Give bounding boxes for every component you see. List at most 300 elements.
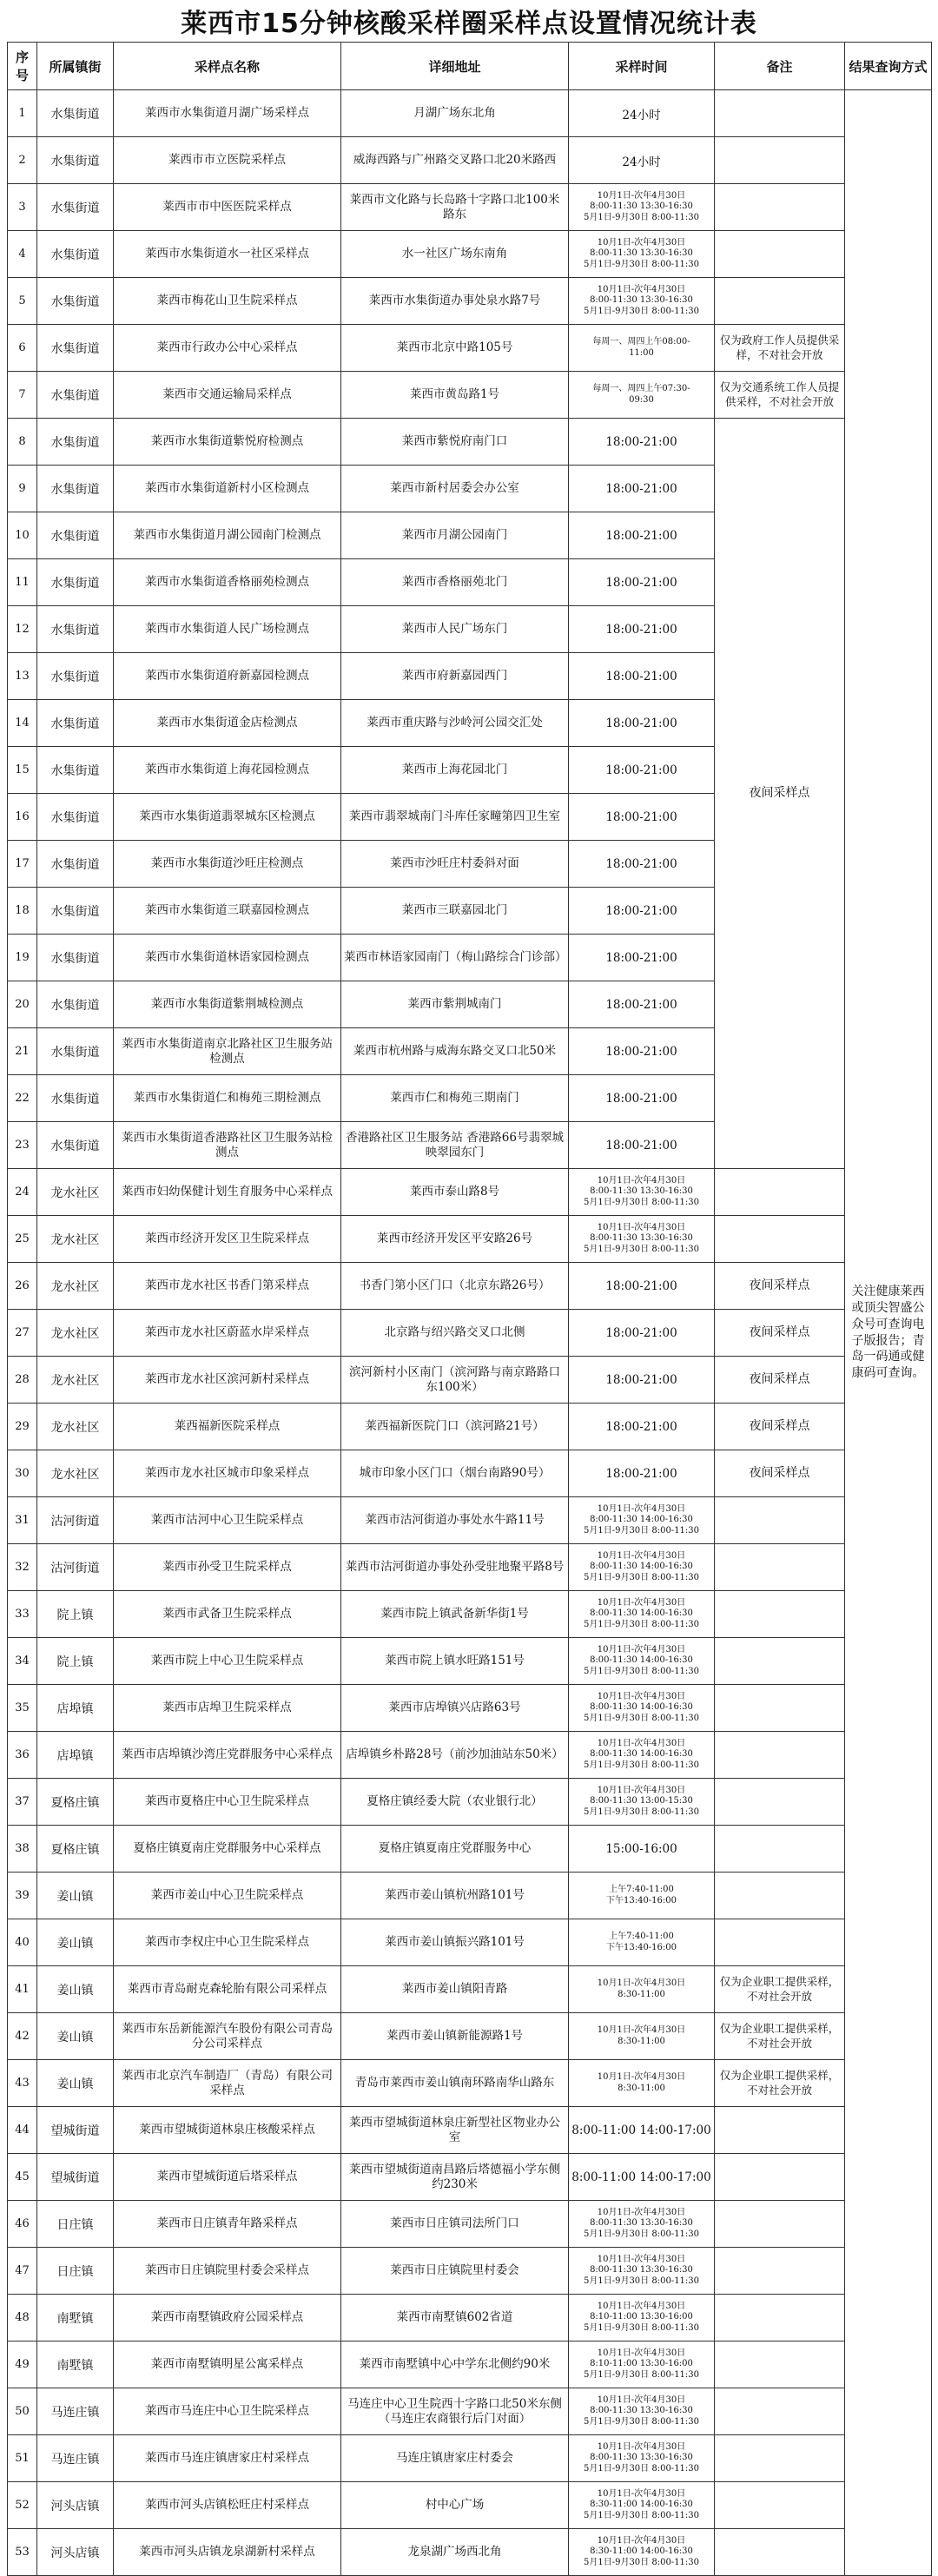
row-note [715,1216,845,1263]
row-street: 马连庄镇 [37,2388,114,2435]
row-site-name: 莱西市河头店镇松旺庄村采样点 [114,2482,341,2529]
row-sampling-time [569,2248,715,2295]
row-street: 龙水社区 [37,1169,114,1216]
time-line: 8:10-11:00 13:30-16:00 [590,2359,693,2369]
row-note: 仅为企业职工提供采样，不对社会开放 [715,2060,845,2107]
row-sampling-time [569,184,715,231]
row-index: 48 [8,2295,37,2342]
time-line: 18:00-21:00 [605,622,677,637]
time-line: 18:00-21:00 [605,1325,677,1340]
header-result: 结果查询方式 [845,43,932,90]
row-sampling-time [569,606,715,653]
row-note [715,137,845,184]
table-row [8,1404,932,1450]
row-sampling-time [569,653,715,700]
row-site-name: 莱西市武备卫生院采样点 [114,1591,341,1638]
row-address: 莱西市文化路与长岛路十字路口北100米路东 [341,184,569,231]
time-line: 10月1日-次年4月30日 [597,2301,686,2311]
row-address: 莱西市北京中路105号 [341,325,569,372]
row-index: 45 [8,2154,37,2201]
row-site-name: 莱西市水集街道紫悦府检测点 [114,419,341,466]
row-address: 莱西市泰山路8号 [341,1169,569,1216]
row-index: 2 [8,137,37,184]
row-index: 19 [8,935,37,981]
time-line: 18:00-21:00 [605,1466,677,1481]
row-note [715,1685,845,1732]
row-sampling-time [569,700,715,747]
time-line: 上午7:40-11:00 [609,1932,674,1941]
row-address: 城市印象小区门口（烟台南路90号） [341,1450,569,1497]
time-line: 8:00-11:30 13:30-16:30 [590,2406,693,2416]
row-sampling-time [569,419,715,466]
row-site-name: 莱西市市立医院采样点 [114,137,341,184]
row-site-name: 莱西市水集街道金店检测点 [114,700,341,747]
time-line: 10月1日-次年4月30日 [597,2348,686,2358]
row-note [715,2435,845,2482]
row-site-name: 莱西市水集街道上海花园检测点 [114,747,341,794]
row-address: 莱西市经济开发区平安路26号 [341,1216,569,1263]
time-line: 8:00-11:00 14:00-17:00 [571,2170,711,2184]
row-sampling-time [569,1216,715,1263]
time-line: 5月1日-9月30日 8:00-11:30 [583,1244,700,1254]
row-site-name: 莱西市龙水社区滨河新村采样点 [114,1357,341,1404]
time-line: 10月1日-次年4月30日 [597,2535,686,2546]
row-index: 47 [8,2248,37,2295]
row-sampling-time [569,372,715,419]
time-line: 8:00-11:30 14:00-16:30 [590,1749,693,1760]
row-sampling-time [569,2435,715,2482]
header-street: 所属镇街 [37,43,114,90]
row-site-name: 莱西市交通运输局采样点 [114,372,341,419]
time-line: 10月1日-次年4月30日 [597,284,686,294]
time-line: 09:30 [629,394,654,405]
row-site-name: 莱西市孙受卫生院采样点 [114,1544,341,1591]
result-query-method: 关注健康莱西或顶尖智盛公众号可查询电子版报告；青岛一码通或健康码可查询。 [845,90,932,2576]
time-line: 18:00-21:00 [605,575,677,590]
row-site-name: 莱西福新医院采样点 [114,1404,341,1450]
row-site-name: 莱西市水集街道新村小区检测点 [114,466,341,512]
row-index: 10 [8,512,37,559]
time-line: 5月1日-9月30日 8:00-11:30 [583,212,700,222]
time-line: 8:00-11:30 14:00-16:30 [590,1655,693,1666]
row-site-name: 莱西市南墅镇政府公园采样点 [114,2295,341,2342]
row-note [715,2201,845,2248]
time-line: 5月1日-9月30日 8:00-11:30 [583,2557,700,2567]
time-line: 下午13:40-16:00 [605,1895,677,1906]
row-address: 莱西市姜山镇杭州路101号 [341,1873,569,1919]
row-site-name: 莱西市市中医医院采样点 [114,184,341,231]
row-sampling-time [569,278,715,325]
time-line: 18:00-21:00 [605,1372,677,1387]
time-line: 8:10-11:00 13:30-16:00 [590,2312,693,2322]
table-row [8,1826,932,1873]
row-street: 姜山镇 [37,1919,114,1966]
time-line: 10月1日-次年4月30日 [597,190,686,201]
row-sampling-time [569,1638,715,1685]
row-street: 日庄镇 [37,2201,114,2248]
time-line: 18:00-21:00 [605,763,677,777]
row-index: 8 [8,419,37,466]
row-note [715,2342,845,2388]
time-line: 18:00-21:00 [605,950,677,965]
time-line: 10月1日-次年4月30日 [597,2207,686,2217]
row-site-name: 莱西市李权庄中心卫生院采样点 [114,1919,341,1966]
time-line: 10月1日-次年4月30日 [597,1175,686,1186]
row-sampling-time [569,2013,715,2060]
time-line: 8:00-11:30 13:00-15:30 [590,1796,693,1807]
row-index: 23 [8,1122,37,1169]
row-index: 6 [8,325,37,372]
header-name: 采样点名称 [114,43,341,90]
time-line: 8:00-11:30 14:00-16:30 [590,1562,693,1572]
row-index: 4 [8,231,37,278]
row-site-name: 莱西市水集街道府新嘉园检测点 [114,653,341,700]
time-line: 18:00-21:00 [605,1044,677,1059]
row-note: 仅为交通系统工作人员提供采样，不对社会开放 [715,372,845,419]
row-street: 河头店镇 [37,2529,114,2576]
row-street: 水集街道 [37,325,114,372]
row-street: 水集街道 [37,466,114,512]
time-line: 10月1日-次年4月30日 [597,2394,686,2405]
table-row [8,2013,932,2060]
row-note [715,1873,845,1919]
row-note [715,2482,845,2529]
row-sampling-time [569,2529,715,2576]
row-address: 青岛市莱西市姜山镇南环路南华山路东 [341,2060,569,2107]
row-index: 16 [8,794,37,841]
time-line: 18:00-21:00 [605,1419,677,1434]
row-index: 9 [8,466,37,512]
time-line: 8:30-11:00 [618,1989,665,1999]
merged-note: 夜间采样点 [715,419,845,1169]
table-row [8,231,932,278]
time-line: 8:00-11:30 14:00-16:30 [590,1515,693,1525]
row-street: 院上镇 [37,1638,114,1685]
time-line: 5月1日-9月30日 8:00-11:30 [583,1197,700,1207]
row-site-name: 莱西市经济开发区卫生院采样点 [114,1216,341,1263]
row-sampling-time [569,1779,715,1826]
table-row [8,2107,932,2154]
row-site-name: 莱西市望城街道后塔采样点 [114,2154,341,2201]
row-address: 马连庄中心卫生院西十字路口北50米东侧（马连庄农商银行后门对面） [341,2388,569,2435]
row-address: 莱西市三联嘉园北门 [341,888,569,935]
table-row [8,2248,932,2295]
time-line: 每周一、周四上午07:30- [592,384,690,393]
row-note [715,1919,845,1966]
row-street: 水集街道 [37,1122,114,1169]
time-line: 10月1日-次年4月30日 [597,1597,686,1608]
row-index: 35 [8,1685,37,1732]
row-sampling-time [569,466,715,512]
table-body [8,90,932,2576]
row-index: 31 [8,1497,37,1544]
table-row [8,2295,932,2342]
row-street: 水集街道 [37,90,114,137]
row-sampling-time [569,1263,715,1310]
row-address: 莱西市林语家园南门（梅山路综合门诊部） [341,935,569,981]
time-line: 5月1日-9月30日 8:00-11:30 [583,1572,700,1582]
time-line: 18:00-21:00 [605,903,677,918]
table-row [8,1544,932,1591]
time-line: 5月1日-9月30日 8:00-11:30 [583,259,700,269]
time-line: 18:00-21:00 [605,434,677,449]
row-street: 南墅镇 [37,2295,114,2342]
row-site-name: 莱西市夏格庄中心卫生院采样点 [114,1779,341,1826]
row-sampling-time [569,2154,715,2201]
table-row [8,2388,932,2435]
time-line: 18:00-21:00 [605,1138,677,1153]
header-time: 采样时间 [569,43,715,90]
row-address: 莱西市望城街道南昌路后塔德福小学东侧约230米 [341,2154,569,2201]
row-index: 44 [8,2107,37,2154]
row-sampling-time [569,1028,715,1075]
row-index: 27 [8,1310,37,1357]
row-index: 51 [8,2435,37,2482]
table-row [8,1966,932,2013]
time-line: 5月1日-9月30日 8:00-11:30 [583,2510,700,2520]
row-street: 水集街道 [37,935,114,981]
time-line: 每周一、周四上午08:00- [592,337,690,347]
row-site-name: 莱西市南墅镇明星公寓采样点 [114,2342,341,2388]
row-sampling-time [569,1919,715,1966]
time-line: 10月1日-次年4月30日 [597,2488,686,2499]
row-address: 夏格庄镇夏南庄党群服务中心 [341,1826,569,1873]
row-address: 莱西市沽河街道办事处水牛路11号 [341,1497,569,1544]
row-index: 41 [8,1966,37,2013]
row-address: 莱西市紫荆城南门 [341,981,569,1028]
row-index: 7 [8,372,37,419]
row-index: 17 [8,841,37,888]
row-site-name: 莱西市水集街道香格丽苑检测点 [114,559,341,606]
row-index: 13 [8,653,37,700]
row-note: 仅为企业职工提供采样，不对社会开放 [715,1966,845,2013]
row-note [715,2529,845,2576]
row-address: 莱西市店埠镇兴店路63号 [341,1685,569,1732]
row-address: 月湖广场东北角 [341,90,569,137]
row-site-name: 莱西市日庄镇院里村委会采样点 [114,2248,341,2295]
header-index: 序号 [8,43,37,90]
row-index: 11 [8,559,37,606]
table-row [8,2154,932,2201]
row-street: 龙水社区 [37,1450,114,1497]
time-line: 5月1日-9月30日 8:00-11:30 [583,2416,700,2427]
row-sampling-time [569,1310,715,1357]
time-line: 10月1日-次年4月30日 [597,2254,686,2264]
row-address: 莱西市姜山镇阳青路 [341,1966,569,2013]
row-address: 莱西福新医院门口（滨河路21号） [341,1404,569,1450]
row-address: 莱西市新村居委会办公室 [341,466,569,512]
row-note [715,1591,845,1638]
row-address: 莱西市日庄镇院里村委会 [341,2248,569,2295]
row-address: 莱西市沽河街道办事处孙受驻地聚平路8号 [341,1544,569,1591]
time-line: 8:00-11:30 13:30-16:30 [590,201,693,212]
row-index: 22 [8,1075,37,1122]
row-site-name: 莱西市河头店镇龙泉湖新村采样点 [114,2529,341,2576]
row-index: 37 [8,1779,37,1826]
row-sampling-time [569,747,715,794]
row-street: 水集街道 [37,700,114,747]
row-street: 水集街道 [37,372,114,419]
table-row [8,1591,932,1638]
row-sampling-time [569,1826,715,1873]
time-line: 8:00-11:30 14:00-16:30 [590,1608,693,1619]
row-note [715,2388,845,2435]
time-line: 8:30-11:00 [618,2083,665,2093]
time-line: 10月1日-次年4月30日 [597,2441,686,2452]
row-note [715,1779,845,1826]
row-site-name: 莱西市水集街道林语家园检测点 [114,935,341,981]
row-street: 水集街道 [37,606,114,653]
time-line: 10月1日-次年4月30日 [597,1785,686,1795]
time-line: 11:00 [629,347,654,358]
time-line: 5月1日-9月30日 8:00-11:30 [583,2275,700,2286]
row-index: 29 [8,1404,37,1450]
table-row [8,1497,932,1544]
row-index: 34 [8,1638,37,1685]
row-sampling-time [569,1357,715,1404]
table-row [8,1873,932,1919]
row-sampling-time [569,981,715,1028]
row-sampling-time [569,1450,715,1497]
row-index: 36 [8,1732,37,1779]
row-address: 莱西市院上镇水旺路151号 [341,1638,569,1685]
time-line: 5月1日-9月30日 8:00-11:30 [583,2322,700,2333]
row-site-name: 莱西市水集街道紫荆城检测点 [114,981,341,1028]
time-line: 10月1日-次年4月30日 [597,1738,686,1748]
row-index: 14 [8,700,37,747]
table-row [8,2435,932,2482]
row-index: 38 [8,1826,37,1873]
row-index: 53 [8,2529,37,2576]
row-sampling-time [569,1732,715,1779]
time-line: 18:00-21:00 [605,809,677,824]
row-note [715,1544,845,1591]
row-index: 21 [8,1028,37,1075]
row-index: 5 [8,278,37,325]
row-street: 望城街道 [37,2107,114,2154]
row-sampling-time [569,1169,715,1216]
time-line: 18:00-21:00 [605,1278,677,1293]
row-street: 沽河街道 [37,1544,114,1591]
row-site-name: 莱西市北京汽车制造厂（青岛）有限公司采样点 [114,2060,341,2107]
row-index: 52 [8,2482,37,2529]
row-note [715,1732,845,1779]
row-site-name: 莱西市水集街道沙旺庄检测点 [114,841,341,888]
sampling-points-table [7,42,932,2576]
row-address: 莱西市府新嘉园西门 [341,653,569,700]
row-street: 南墅镇 [37,2342,114,2388]
row-site-name: 莱西市日庄镇青年路采样点 [114,2201,341,2248]
time-line: 18:00-21:00 [605,669,677,684]
row-address: 北京路与绍兴路交叉口北侧 [341,1310,569,1357]
time-line: 5月1日-9月30日 8:00-11:30 [583,1713,700,1723]
row-index: 46 [8,2201,37,2248]
row-note [715,1169,845,1216]
row-index: 12 [8,606,37,653]
row-site-name: 莱西市梅花山卫生院采样点 [114,278,341,325]
time-line: 8:00-11:30 13:30-16:30 [590,2453,693,2463]
header-note: 备注 [715,43,845,90]
row-street: 龙水社区 [37,1404,114,1450]
row-sampling-time [569,137,715,184]
table-row [8,2342,932,2388]
table-row [8,419,932,466]
row-street: 水集街道 [37,419,114,466]
table-header-row [8,43,932,90]
time-line: 5月1日-9月30日 8:00-11:30 [583,1525,700,1536]
row-note: 夜间采样点 [715,1450,845,1497]
time-line: 18:00-21:00 [605,997,677,1012]
row-street: 水集街道 [37,184,114,231]
time-line: 24小时 [622,155,661,169]
row-sampling-time [569,2295,715,2342]
row-street: 水集街道 [37,1075,114,1122]
row-street: 沽河街道 [37,1497,114,1544]
row-street: 水集街道 [37,512,114,559]
row-sampling-time [569,559,715,606]
time-line: 8:00-11:30 14:00-16:30 [590,1702,693,1713]
row-sampling-time [569,231,715,278]
row-sampling-time [569,1966,715,2013]
row-address: 莱西市上海花园北门 [341,747,569,794]
time-line: 8:00-11:00 14:00-17:00 [571,2123,711,2137]
table-row [8,1779,932,1826]
row-street: 店埠镇 [37,1685,114,1732]
row-address: 莱西市南墅镇中心中学东北侧约90米 [341,2342,569,2388]
table-row [8,278,932,325]
row-address: 香港路社区卫生服务站 香港路66号翡翠城映翠园东门 [341,1122,569,1169]
row-address: 莱西市翡翠城南门斗库任家疃第四卫生室 [341,794,569,841]
table-row [8,90,932,137]
row-site-name: 莱西市水集街道三联嘉园检测点 [114,888,341,935]
row-address: 莱西市水集街道办事处泉水路7号 [341,278,569,325]
time-line: 10月1日-次年4月30日 [597,1550,686,1561]
row-index: 33 [8,1591,37,1638]
row-note: 仅为政府工作人员提供采样，不对社会开放 [715,325,845,372]
row-street: 夏格庄镇 [37,1779,114,1826]
row-address: 村中心广场 [341,2482,569,2529]
time-line: 8:30-11:00 14:00-16:30 [590,2546,693,2557]
row-site-name: 莱西市水集街道翡翠城东区检测点 [114,794,341,841]
row-sampling-time [569,1544,715,1591]
row-street: 店埠镇 [37,1732,114,1779]
time-line: 10月1日-次年4月30日 [597,1503,686,1514]
time-line: 10月1日-次年4月30日 [597,1978,686,1988]
time-line: 8:00-11:30 13:30-16:30 [590,1186,693,1197]
row-street: 水集街道 [37,559,114,606]
row-note [715,1638,845,1685]
table-row [8,1263,932,1310]
row-street: 河头店镇 [37,2482,114,2529]
row-site-name: 莱西市水集街道香港路社区卫生服务站检测点 [114,1122,341,1169]
row-note: 夜间采样点 [715,1310,845,1357]
row-site-name: 莱西市龙水社区城市印象采样点 [114,1450,341,1497]
row-site-name: 莱西市水集街道人民广场检测点 [114,606,341,653]
row-sampling-time [569,841,715,888]
row-note [715,1497,845,1544]
row-address: 莱西市人民广场东门 [341,606,569,653]
row-site-name: 莱西市龙水社区书香门第采样点 [114,1263,341,1310]
table-row [8,2060,932,2107]
time-line: 10月1日-次年4月30日 [597,237,686,248]
row-site-name: 莱西市马连庄中心卫生院采样点 [114,2388,341,2435]
time-line: 8:00-11:30 13:30-16:30 [590,2218,693,2229]
row-street: 水集街道 [37,981,114,1028]
row-index: 25 [8,1216,37,1263]
row-index: 49 [8,2342,37,2388]
row-address: 莱西市杭州路与威海东路交叉口北50米 [341,1028,569,1075]
time-line: 10月1日-次年4月30日 [597,2025,686,2035]
